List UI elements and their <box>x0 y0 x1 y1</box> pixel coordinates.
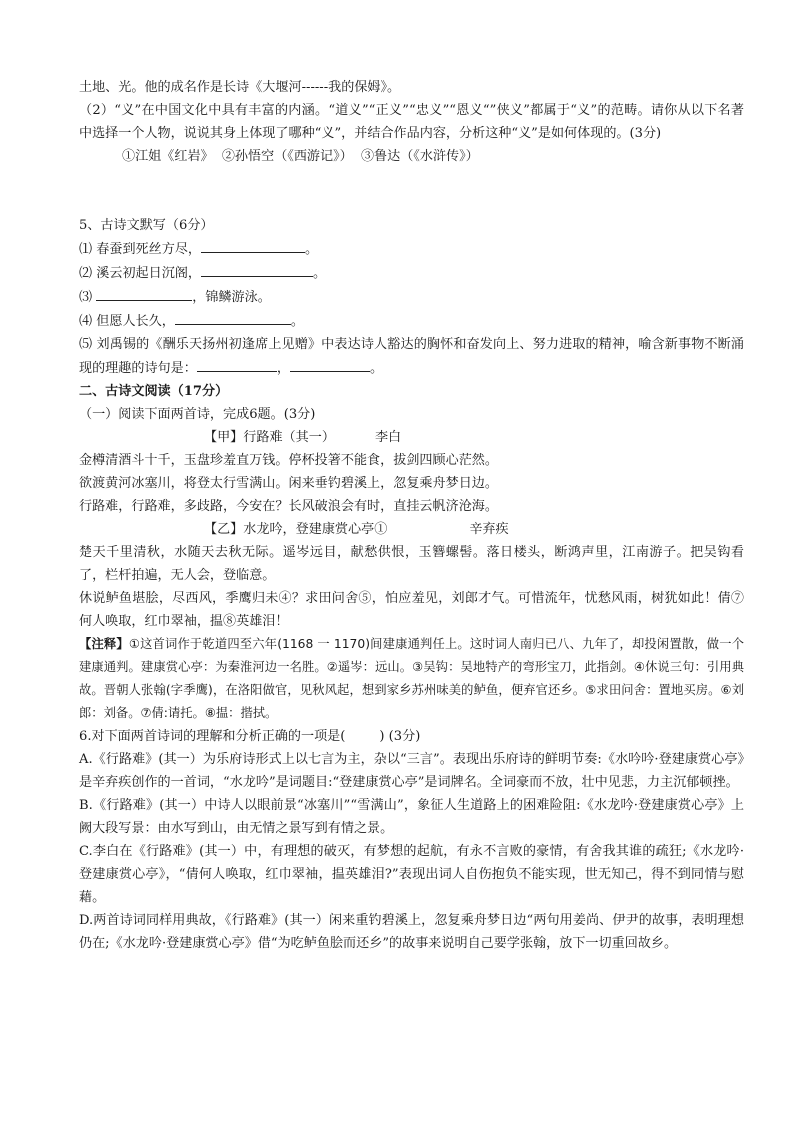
question-6-stem <box>79 725 744 748</box>
item-number: ⑷ <box>79 314 93 329</box>
recite-item-4 <box>79 309 744 333</box>
poem-a-line-1: 金樽清酒斗十千，玉盘珍羞直万钱。停杯投箸不能食，拔剑四顾心茫然。 <box>79 453 498 468</box>
poem-b-stanza-1: 楚天千里清秋，水随天去秋无际。遥岑远目，献愁供恨，玉簪螺髻。落日楼头，断鸿声里，江南游子。把吴钩看了，栏杆拍遍，无人会，登临意。 <box>79 545 744 583</box>
item-before: 溪云初起日沉阁， <box>96 266 202 281</box>
work-3: ③鲁达（《水浒传》） <box>360 149 479 164</box>
option-a[interactable]: A.《行路难》(其一）为乐府诗形式上以七言为主，杂以“三言”。表现出乐府诗的鲜明节奏:《水吟吟·登建康赏心亭》是辛弃疾创作的一首词，“水龙吟”是词题目:“登建康赏心亭”是词牌名。全词豪而不放，壮中见悲，力主沉郁顿挫。 <box>79 752 744 790</box>
recite-item-5 <box>79 333 744 380</box>
question-4-2: （2）“义”在中国文化中具有丰富的内涵。“道义”“正义”“忠义”“恩义“”侠义”都属于“义”的范畴。请你从以下名著中选择一个人物，说说其身上体现了哪种“义”，并结合作品内容，分析这种“义”是如何体现的。(3分) <box>79 103 744 141</box>
answer-blank[interactable] <box>201 237 305 253</box>
answer-blank[interactable] <box>201 261 313 277</box>
section-2-title: 二、古诗文阅读（17分） <box>79 384 229 399</box>
recite-item-2 <box>79 261 744 285</box>
answer-blank[interactable] <box>96 285 192 301</box>
question-6-text: 6.对下面两首诗词的理解和分析正确的一项是( <box>79 729 346 744</box>
item-after: 。 <box>313 266 327 281</box>
item-number: ⑵ <box>79 266 93 281</box>
poem-a-title: 【甲】行路难（其一） <box>204 430 335 445</box>
poem-b-stanza-2: 休说鲈鱼堪脍，尽西风，季鹰归未④？求田问舍⑤，怕应羞见，刘郎才气。可惜流年，忧愁风雨，树犹如此！倩⑦何人唤取，红巾翠袖，揾⑧英雄泪！ <box>79 591 744 629</box>
annotation-block <box>79 633 744 725</box>
work-1: ①江姐《红岩》 <box>122 149 214 164</box>
answer-blank[interactable] <box>175 309 291 325</box>
option-c[interactable]: C.李白在《行路难》(其一）中，有理想的破灭，有梦想的起航，有永不言败的豪情，有舍我其谁的疏狂;《水龙吟·登建康赏心亭》，“倩何人唤取，红巾翠袖，揾英雄泪?”表现出词人自伤抱负不能实现，世无知己，得不到同情与慰藉。 <box>79 844 744 905</box>
answer-blank[interactable] <box>197 356 277 372</box>
poem-a-line-2: 欲渡黄河冰塞川，将登太行雪满山。闲来垂钓碧溪上，忽复乘舟梦日边。 <box>79 476 498 491</box>
option-b[interactable]: B.《行路难》(其一）中诗人以眼前景“冰塞川”“雪满山”，象征人生道路上的困难险阻:《水龙吟·登建康赏心亭》上阙大段写景：由水写到山，由无情之景写到有情之景。 <box>79 798 744 836</box>
item-before: 春蚕到死丝方尽， <box>96 242 202 257</box>
poem-b-title: 【乙】水龙吟，登建康赏心亭① <box>204 522 388 537</box>
annotation-text: ①这首词作于乾道四至六年(1168 一 1170)间建康通判任上。这时词人南归已八、九年了，却投闲置散，做一个建康通判。建康赏心亭：为秦淮河边一名胜。②遥岑：远山。③吴钩：吴地特产的弯形宝刀，此指剑。④休说三句：引用典故。晋朝人张翰(字季鹰)，在洛阳做官，见秋风起，想到家乡苏州味美的鲈鱼，便弃官还乡。⑤求田问舍：置地买房。⑥刘郎：刘备。⑦倩:请托。⑧揾：揩拭。 <box>79 637 744 720</box>
item-number: ⑶ <box>79 290 93 305</box>
section-2-part-1: （一）阅读下面两首诗，完成6题。(3分) <box>79 407 316 422</box>
item-5-text: ⑸ 刘禹锡的《酬乐天扬州初逢席上见赠》中表达诗人豁达的胸怀和奋发向上、努力进取的精神，喻含新事物不断涌现的理趣的诗句是： <box>79 337 744 376</box>
question-5-title: 5、古诗文默写（6分） <box>79 218 214 233</box>
poem-a-line-3: 行路难，行路难，多歧路，今安在？长风破浪会有时，直挂云帆济沧海。 <box>79 499 498 514</box>
item-before: 但愿人长久， <box>96 314 175 329</box>
item-after: ，锦鳞游泳。 <box>192 290 271 305</box>
works-list <box>79 145 744 168</box>
poem-a-author: 李白 <box>374 430 402 445</box>
annotation-label: 【注释】 <box>79 637 129 651</box>
item-number: ⑴ <box>79 242 93 257</box>
recite-item-3 <box>79 285 744 309</box>
poem-b-heading <box>79 518 744 541</box>
poem-b-author: 辛弃疾 <box>469 522 509 537</box>
work-2: ②孙悟空（《西游记》） <box>221 149 353 164</box>
spacer <box>79 168 744 214</box>
question-6-score: ) (3分) <box>379 729 421 744</box>
item-after: 。 <box>290 314 304 329</box>
item-5-end: 。 <box>369 361 384 376</box>
answer-blank[interactable] <box>290 356 370 372</box>
poem-a-heading <box>79 426 744 449</box>
item-after: 。 <box>305 242 319 257</box>
option-d[interactable]: D.两首诗词同样用典故，《行路难》(其一）闲来重钓碧溪上，忽复乘舟梦日边“两句用姜尚、伊尹的故事，表明理想仍在;《水龙吟·登建康赏心亭》借“为吃鲈鱼脍而还乡”的故事来说明自己要学张翰，放下一切重回故乡。 <box>79 913 744 951</box>
item-5-comma: ， <box>276 361 290 376</box>
recite-item-1 <box>79 237 744 261</box>
intro-tail: 土地、光。他的成名作是长诗《大堰河------我的保姆》。 <box>79 80 401 95</box>
